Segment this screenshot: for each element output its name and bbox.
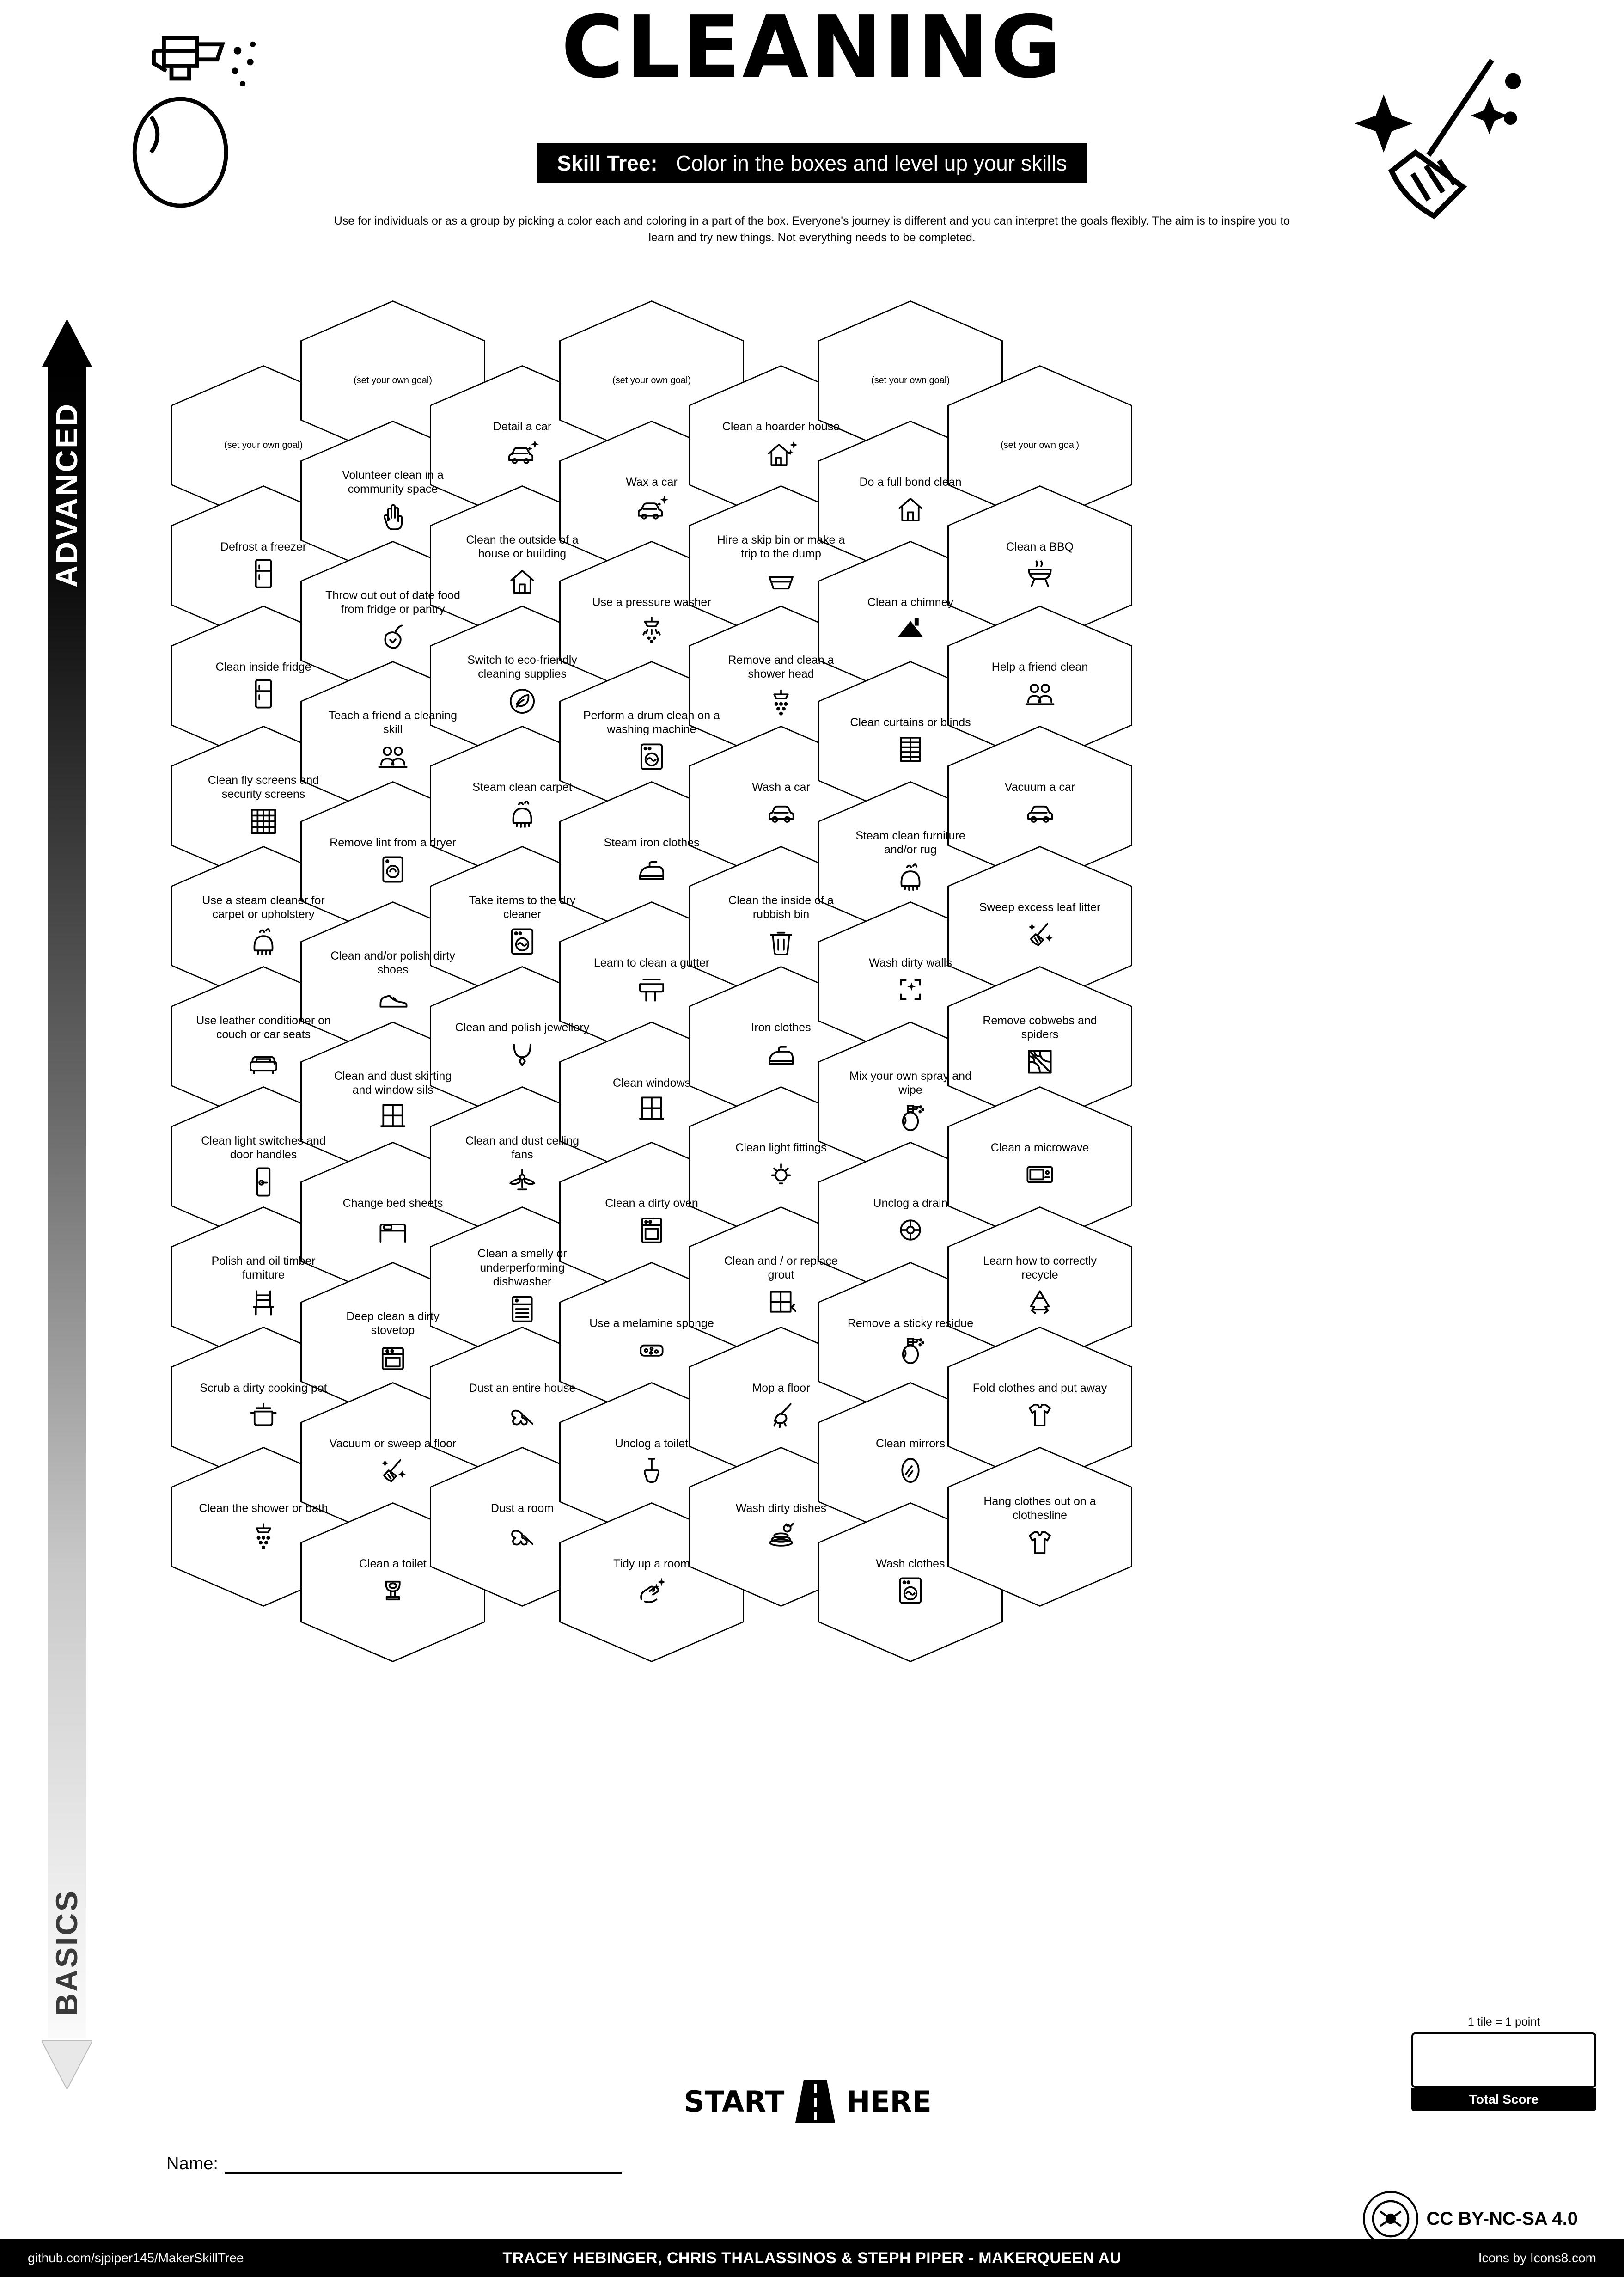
washer-icon — [505, 924, 539, 959]
bed-icon — [376, 1213, 410, 1247]
road-icon — [794, 2080, 836, 2123]
skill-tile-label: Hang clothes out on a clothesline — [983, 1494, 1096, 1522]
skill-tile-label: Polish and oil timber furniture — [211, 1254, 316, 1281]
cc-badge-icon — [1363, 2191, 1418, 2246]
tshirt-icon — [1023, 1398, 1057, 1432]
hex-content — [453, 1021, 592, 1072]
window-icon — [635, 1093, 669, 1127]
start-label: START — [684, 2084, 785, 2118]
shower-icon — [764, 684, 798, 718]
spray-icon — [893, 1100, 928, 1134]
car-sparkle-icon — [635, 492, 669, 526]
hex-content — [194, 1501, 333, 1553]
skill-tile-label: Throw out out of date food from fridge or pantry — [325, 588, 460, 616]
hex-content — [453, 420, 592, 471]
name-label: Name: — [166, 2154, 218, 2173]
steam-icon — [246, 924, 281, 959]
hex-content — [194, 894, 333, 959]
hex-content — [324, 1310, 462, 1375]
hex-content — [324, 588, 462, 654]
hex-content — [841, 375, 980, 386]
skill-tile-goal-placeholder: (set your own goal) — [224, 440, 303, 450]
plunger-icon — [635, 1453, 669, 1487]
skill-tile-goal-placeholder: (set your own goal) — [612, 375, 691, 386]
duster-icon — [505, 1518, 539, 1552]
sponge-icon — [635, 1333, 669, 1367]
skill-tile-label: Wash dirty walls — [869, 956, 952, 969]
hex-content — [324, 1196, 462, 1248]
skill-tile-label: Help a friend clean — [991, 660, 1088, 673]
grid-screen-icon — [246, 804, 281, 839]
skill-tile-label: Remove cobwebs and spiders — [983, 1014, 1097, 1041]
skill-tile-label: Clean light fittings — [735, 1141, 827, 1154]
axis-arrow-up-icon — [42, 319, 92, 370]
skill-tile-label: Learn to clean a gutter — [593, 956, 710, 969]
total-score-input[interactable] — [1411, 2032, 1596, 2088]
skill-tile-label: Fold clothes and put away — [972, 1381, 1107, 1395]
hex-content — [453, 1501, 592, 1553]
hex-content — [841, 1557, 980, 1608]
score-panel — [1411, 2015, 1596, 2111]
hex-content — [582, 956, 721, 1007]
hex-content — [324, 375, 462, 386]
skill-tile-label: Steam clean furniture and/or rug — [855, 829, 965, 856]
stove-icon — [376, 1340, 410, 1375]
hex-content — [324, 1437, 462, 1488]
sprinkler-icon — [635, 612, 669, 646]
skill-tile-label: Wash a car — [752, 780, 810, 794]
axis-arrow-down-icon — [42, 2038, 92, 2089]
skill-tile-label: Learn how to correctly recycle — [983, 1254, 1097, 1281]
hex-content — [453, 1381, 592, 1432]
skill-tile-label: Clean a smelly or underperforming dishwasher — [477, 1247, 567, 1289]
hex-content — [194, 440, 333, 451]
hex-content — [324, 1557, 462, 1608]
page-header — [0, 0, 1624, 287]
footer-icons-credit[interactable]: Icons by Icons8.com — [1478, 2251, 1596, 2265]
skill-tile-label: Vacuum a car — [1004, 780, 1075, 794]
oven-icon — [635, 1213, 669, 1247]
here-label: HERE — [846, 2084, 932, 2118]
hex-content — [712, 1021, 850, 1072]
footer-github-link[interactable]: github.com/sjpiper145/MakerSkillTree — [28, 2251, 244, 2265]
hex-content — [841, 716, 980, 767]
hex-content — [841, 1196, 980, 1248]
hex-content — [194, 1014, 333, 1079]
footer-credits: TRACEY HEBINGER, CHRIS THALASSINOS & STEPH PIPER - MAKERQUEEN AU — [502, 2249, 1122, 2267]
skill-tile-goal-placeholder: (set your own goal) — [871, 375, 950, 386]
hex-content — [712, 1501, 850, 1553]
skill-tile-label: Clean the shower or bath — [199, 1501, 328, 1515]
hex-content — [971, 660, 1109, 711]
hex-content — [453, 653, 592, 718]
car-icon — [1023, 797, 1057, 831]
skill-tile-label: Vacuum or sweep a floor — [329, 1437, 457, 1450]
skill-tile-label: Volunteer clean in a community space — [342, 468, 444, 496]
bbq-icon — [1023, 557, 1057, 591]
skill-tile-label: Defrost a freezer — [220, 540, 307, 553]
skill-tile-label: Perform a drum clean on a washing machine — [583, 709, 720, 736]
skill-tile-label: Use a steam cleaner for carpet or upholstery — [202, 894, 325, 921]
skill-tile-label: Clean and dust skirting and window sils — [334, 1069, 452, 1096]
hex-content — [582, 1557, 721, 1608]
page-footer — [0, 2239, 1624, 2277]
mop-icon — [764, 1398, 798, 1432]
skill-tile-label: Clean a dirty oven — [605, 1196, 698, 1210]
car-sparkle-icon — [505, 436, 539, 471]
hex-content — [971, 1014, 1109, 1079]
skill-tile-label: Steam iron clothes — [604, 836, 700, 849]
hex-content — [841, 1316, 980, 1368]
skill-tile-label: Hire a skip bin or make a trip to the dump — [717, 533, 845, 560]
gutter-icon — [635, 973, 669, 1007]
skill-tile-label: Remove lint from a dryer — [330, 836, 456, 849]
subtitle-rest: Color in the boxes and level up your skills — [676, 151, 1067, 175]
hex-content — [582, 1196, 721, 1248]
skill-tile-label: Wash clothes — [876, 1557, 945, 1570]
hex-content — [712, 1141, 850, 1192]
hex-content — [712, 894, 850, 959]
skill-tile-label: Detail a car — [493, 420, 552, 433]
name-field-row — [166, 2154, 622, 2174]
hex-content — [841, 475, 980, 526]
hex-content — [453, 1134, 592, 1199]
skill-tile-label: Clean windows — [612, 1076, 691, 1090]
fridge-icon — [246, 557, 281, 591]
subtitle-bar — [537, 143, 1087, 183]
axis-label-basics: BASICS — [49, 1889, 84, 2015]
iron-icon — [635, 852, 669, 887]
hex-content — [582, 475, 721, 526]
steam-icon — [893, 860, 928, 894]
skill-tile-label: Steam clean carpet — [472, 780, 572, 794]
hex-content — [712, 533, 850, 598]
intro-text: Use for individuals or as a group by picking a color each and coloring in a part of the box. Everyone's journey is different and you can interpret the goals flexibly. The aim is to inspire you to learn and try new things. Not everything needs to be completed. — [334, 214, 1290, 245]
skill-tile-label: Use leather conditioner on couch or car seats — [196, 1014, 331, 1041]
hex-content — [194, 773, 333, 839]
hex-content — [841, 1437, 980, 1488]
hex-content — [841, 956, 980, 1007]
name-input[interactable] — [225, 2160, 622, 2174]
hex-content — [194, 540, 333, 591]
recycle-icon — [1023, 1285, 1057, 1319]
hex-content — [453, 1247, 592, 1326]
skill-tile-label: Use a pressure washer — [592, 595, 711, 609]
rotten-food-icon — [376, 619, 410, 654]
skill-tile-label: Clean the outside of a house or building — [466, 533, 579, 560]
axis-label-advanced: ADVANCED — [49, 402, 84, 588]
hex-content — [971, 900, 1109, 952]
skill-tile-label: Iron clothes — [751, 1021, 811, 1034]
skill-tile-goal-placeholder: (set your own goal) — [353, 375, 433, 386]
broom-sparkle-icon — [1347, 42, 1532, 226]
chair-icon — [246, 1285, 281, 1319]
hex-content — [971, 1141, 1109, 1192]
skill-tile-label: Switch to eco-friendly cleaning supplies — [467, 653, 577, 680]
iron-icon — [764, 1037, 798, 1071]
dryer-icon — [376, 852, 410, 887]
two-people-icon — [376, 740, 410, 774]
shoe-icon — [376, 980, 410, 1014]
house-icon — [893, 492, 928, 526]
hex-content — [971, 1381, 1109, 1432]
hex-content — [582, 1076, 721, 1127]
skill-tile-label: Clean a toilet — [359, 1557, 427, 1570]
skill-tile-label: Clean inside fridge — [215, 660, 311, 673]
blinds-icon — [893, 732, 928, 766]
hex-content — [194, 1254, 333, 1319]
skill-tile-label: Scrub a dirty cooking pot — [200, 1381, 327, 1395]
duster-icon — [505, 1398, 539, 1432]
tidy-hands-icon — [635, 1573, 669, 1608]
hex-content — [453, 780, 592, 832]
skill-tile-label: Clean and polish jewellery — [455, 1021, 590, 1034]
microwave-icon — [1023, 1157, 1057, 1192]
car-icon — [764, 797, 798, 831]
total-score-label: Total Score — [1411, 2088, 1596, 2111]
house-sparkle-icon — [764, 436, 798, 471]
pot-icon — [246, 1398, 281, 1432]
skill-tile-label: Clean and dust ceiling fans — [465, 1134, 579, 1161]
hex-content — [453, 533, 592, 598]
couch-icon — [246, 1045, 281, 1079]
skill-tile-label: Dust a room — [490, 1501, 554, 1515]
hex-content — [324, 1069, 462, 1134]
skill-tile-goal-placeholder: (set your own goal) — [1000, 440, 1080, 450]
hex-content — [712, 1381, 850, 1432]
skill-tile-label: Clean a hoarder house — [722, 420, 840, 433]
trash-icon — [764, 924, 798, 959]
window-icon — [376, 1100, 410, 1134]
hex-content — [971, 1254, 1109, 1319]
two-people-icon — [1023, 677, 1057, 711]
start-here-marker — [684, 2080, 932, 2123]
spray-icon — [893, 1333, 928, 1367]
hex-content — [971, 540, 1109, 591]
skill-tile-label: Dust an entire house — [469, 1381, 576, 1395]
hex-content — [841, 1069, 980, 1134]
skill-tile-label: Unclog a drain — [873, 1196, 948, 1210]
skill-tile-label: Clean a microwave — [990, 1141, 1089, 1154]
axis-gradient-bar — [48, 365, 86, 2038]
dishwasher-icon — [505, 1292, 539, 1326]
skip-bin-icon — [764, 564, 798, 598]
hex-content — [582, 1437, 721, 1488]
license-text: CC BY-NC-SA 4.0 — [1426, 2208, 1578, 2229]
skill-tile-label: Clean and/or polish dirty shoes — [330, 949, 455, 976]
shower-icon — [246, 1518, 281, 1552]
broom-icon — [1023, 917, 1057, 951]
skill-tile-label: Clean a BBQ — [1006, 540, 1074, 553]
hex-content — [194, 1134, 333, 1199]
skill-tile-label: Remove a sticky residue — [847, 1316, 974, 1330]
hex-content — [194, 660, 333, 711]
skill-tile-label: Mix your own spray and wipe — [849, 1069, 971, 1096]
skill-tile-label: Wash dirty dishes — [735, 1501, 827, 1515]
skill-tile-label: Sweep excess leaf litter — [979, 900, 1101, 914]
skill-tile-label: Mop a floor — [752, 1381, 810, 1395]
washer-icon — [635, 740, 669, 774]
skill-tile-label: Teach a friend a cleaning skill — [329, 709, 457, 736]
skill-tile-label: Remove and clean a shower head — [728, 653, 834, 680]
page-title: CLEANING — [561, 0, 1063, 97]
hex-content — [324, 468, 462, 533]
hex-content — [712, 1254, 850, 1319]
hex-content — [712, 420, 850, 471]
broom-icon — [376, 1453, 410, 1487]
washer-icon — [893, 1573, 928, 1608]
skill-tile-label: Clean curtains or blinds — [850, 716, 971, 729]
door-handle-icon — [246, 1165, 281, 1199]
skill-tile-label: Do a full bond clean — [859, 475, 962, 489]
fridge-icon — [246, 677, 281, 711]
hex-content — [324, 836, 462, 887]
skill-tile-label: Clean a chimney — [867, 595, 954, 609]
dishes-icon — [764, 1518, 798, 1552]
hex-content — [712, 653, 850, 718]
light-bulb-icon — [764, 1157, 798, 1192]
hex-content — [453, 894, 592, 959]
house-icon — [505, 564, 539, 598]
hex-content — [841, 829, 980, 894]
chimney-icon — [893, 612, 928, 646]
skill-tile-label: Tidy up a room — [613, 1557, 690, 1570]
mirror-icon — [893, 1453, 928, 1487]
skill-tile-label: Deep clean a dirty stovetop — [346, 1310, 440, 1337]
tile-grout-icon — [764, 1285, 798, 1319]
steam-icon — [505, 797, 539, 831]
eco-leaf-icon — [505, 684, 539, 718]
skill-tile-label: Clean mirrors — [875, 1437, 946, 1450]
hex-content — [971, 780, 1109, 832]
skill-tile-label: Take items to the dry cleaner — [469, 894, 576, 921]
skill-tile-label: Wax a car — [626, 475, 678, 489]
hex-content — [841, 595, 980, 647]
difficulty-axis — [42, 319, 92, 2089]
drain-icon — [893, 1213, 928, 1247]
necklace-icon — [505, 1037, 539, 1071]
hex-content — [582, 375, 721, 386]
hex-content — [194, 1381, 333, 1432]
skill-tile-label: Change bed sheets — [342, 1196, 443, 1210]
hex-content — [582, 836, 721, 887]
skill-tile-label: Clean and / or replace grout — [724, 1254, 838, 1281]
hand-icon — [376, 499, 410, 533]
license-row — [1363, 2191, 1578, 2246]
hex-content — [712, 780, 850, 832]
hex-content — [582, 1316, 721, 1368]
hex-content — [971, 1494, 1109, 1560]
skill-tile-label: Unclog a toilet — [615, 1437, 689, 1450]
cobweb-icon — [1023, 1045, 1057, 1079]
subtitle-prefix: Skill Tree: — [557, 151, 658, 175]
score-note: 1 tile = 1 point — [1467, 2015, 1540, 2028]
hex-content — [324, 709, 462, 774]
hex-content — [971, 440, 1109, 451]
skill-tile-label: Use a melamine sponge — [589, 1316, 714, 1330]
hex-content — [324, 949, 462, 1014]
hex-content — [582, 595, 721, 647]
fan-icon — [505, 1165, 539, 1199]
wall-sparkle-icon — [893, 973, 928, 1007]
skill-tile-label: Clean light switches and door handles — [201, 1134, 326, 1161]
tshirt-icon — [1023, 1525, 1057, 1560]
skill-tile-label: Clean fly screens and security screens — [208, 773, 319, 801]
toilet-icon — [376, 1573, 410, 1608]
hex-content — [582, 709, 721, 774]
skill-tile-label: Clean the inside of a rubbish bin — [728, 894, 834, 921]
